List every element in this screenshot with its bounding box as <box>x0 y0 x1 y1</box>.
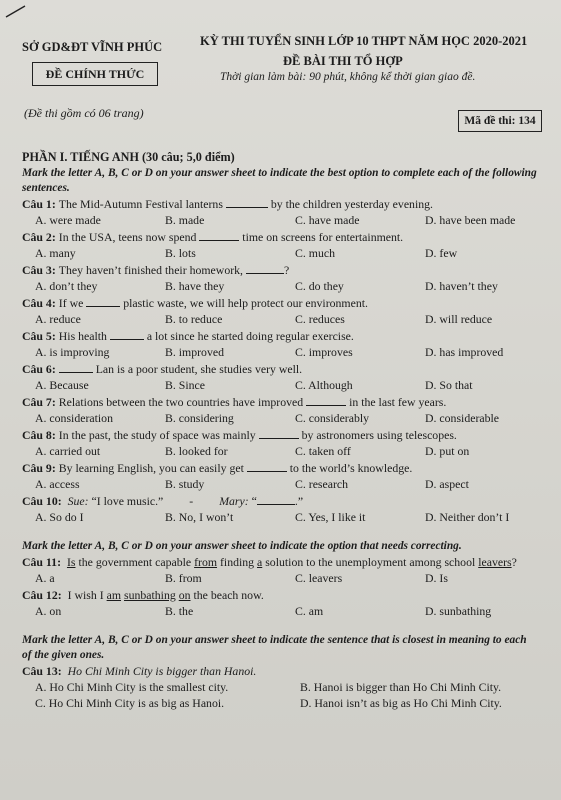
option-d: D. Is <box>425 571 448 586</box>
option-a: A. reduce <box>35 312 81 327</box>
question-2: Câu 2: In the USA, teens now spend time on screens for entertainment. <box>22 230 404 245</box>
instruction-complete: Mark the letter A, B, C or D on your answer sheet to indicate the best option to complete each of the following sentences. <box>22 167 537 194</box>
option-b: B. study <box>165 476 205 491</box>
option-d: D. aspect <box>425 476 469 491</box>
part-title: PHẦN I. TIẾNG ANH (30 câu; 5,0 điểm) <box>22 150 235 164</box>
answer-blank <box>259 428 299 439</box>
question-10-options <box>22 510 537 525</box>
option-a: A. is improving <box>35 345 110 360</box>
option-d: D. have been made <box>425 213 516 228</box>
question-10: Câu 10: Sue: “I love music.” - Mary: “ .” <box>22 493 304 508</box>
option-d: D. haven’t they <box>425 279 498 294</box>
question-list <box>22 197 537 491</box>
answer-blank <box>86 296 120 307</box>
option-d: D. Hanoi isn’t as big as Ho Chi Minh City. <box>300 696 502 711</box>
option-b: B. No, I won’t <box>165 509 234 524</box>
option-b: B. Hanoi is bigger than Ho Chi Minh City. <box>300 680 502 695</box>
option-c: C. reduces <box>295 312 345 327</box>
question-6: Câu 6: Lan is a poor student, she studies very well. <box>22 362 303 377</box>
option-c: C. taken off <box>295 443 351 458</box>
question-13: Câu 13: Ho Chi Minh City is bigger than Hanoi. <box>22 664 257 679</box>
answer-blank <box>247 461 287 472</box>
option-d: D. has improved <box>425 345 504 360</box>
option-c: C. do they <box>295 279 344 294</box>
answer-blank <box>246 263 284 274</box>
question-12: Câu 12: I wish I am sunbathing on the beach now. <box>22 588 264 603</box>
option-a: A. consideration <box>35 411 113 426</box>
option-b: B. looked for <box>165 443 228 458</box>
pen-mark-icon <box>4 4 28 18</box>
option-a: A. Because <box>35 378 89 393</box>
option-b: B. lots <box>165 246 196 261</box>
question-8: Câu 8: In the past, the study of space was mainly by astronomers using telescopes. <box>22 428 457 443</box>
option-d: D. So that <box>425 378 473 393</box>
option-a: A. a <box>35 571 55 586</box>
question-2-options <box>22 246 537 261</box>
question-9: Câu 9: By learning English, you can easily get to the world’s knowledge. <box>22 460 413 475</box>
exam-subtitle: ĐỀ BÀI THI TỔ HỢP <box>283 54 403 68</box>
instruction-closest-meaning: Mark the letter A, B, C or D on your answer sheet to indicate the sentence that is closest in meaning to each of the given ones. <box>22 634 527 661</box>
option-a: A. on <box>35 604 62 619</box>
option-c: C. have made <box>295 213 360 228</box>
question-13-options-row-1 <box>22 680 537 695</box>
exam-title: KỲ THI TUYỂN SINH LỚP 10 THPT NĂM HỌC 2020-2021 <box>200 34 528 48</box>
option-c: C. Although <box>295 378 353 393</box>
option-d: D. few <box>425 246 458 261</box>
answer-blank <box>257 494 295 505</box>
answer-blank <box>306 395 346 406</box>
option-c: C. Yes, I like it <box>295 509 366 524</box>
answer-blank <box>226 197 268 208</box>
question-8-options <box>22 444 537 459</box>
pages-note: (Đề thi gồm có 06 trang) <box>24 106 144 120</box>
exam-header <box>0 0 561 150</box>
option-b: B. the <box>165 604 194 619</box>
question-12-options <box>22 604 537 619</box>
option-c: C. research <box>295 476 349 491</box>
option-c: C. considerably <box>295 411 370 426</box>
question-5: Câu 5: His health a lot since he started doing regular exercise. <box>22 329 354 344</box>
question-11: Câu 11: Is the government capable from finding a solution to the unemployment among school leavers? <box>22 555 517 570</box>
question-1-options <box>22 213 537 228</box>
option-b: B. have they <box>165 279 225 294</box>
option-b: B. made <box>165 213 205 228</box>
question-1: Câu 1: The Mid-Autumn Festival lanterns by the children yesterday evening. <box>22 197 433 212</box>
answer-blank <box>199 230 239 241</box>
exam-content <box>22 150 537 711</box>
question-4: Câu 4: If we plastic waste, we will help protect our environment. <box>22 296 368 311</box>
option-a: A. So do I <box>35 509 84 524</box>
option-d: D. will reduce <box>425 312 493 327</box>
option-a: A. carried out <box>35 443 101 458</box>
option-a: A. don’t they <box>35 279 98 294</box>
option-a: A. were made <box>35 213 101 228</box>
answer-blank <box>110 329 144 340</box>
question-13-options-row-2 <box>22 696 537 711</box>
option-d: D. Neither don’t I <box>425 509 510 524</box>
department-name: SỞ GD&ĐT VĨNH PHÚC <box>22 40 163 54</box>
option-c: C. am <box>295 604 324 619</box>
answer-blank <box>59 362 93 373</box>
time-note: Thời gian làm bài: 90 phút, không kể thời gian giao đề. <box>220 71 476 83</box>
option-c: C. leavers <box>295 571 343 586</box>
option-d: D. put on <box>425 443 470 458</box>
option-b: B. improved <box>165 345 224 360</box>
option-a: A. many <box>35 246 76 261</box>
option-d: D. sunbathing <box>425 604 492 619</box>
option-a: A. access <box>35 476 80 491</box>
question-4-options <box>22 312 537 327</box>
option-b: B. considering <box>165 411 234 426</box>
question-5-options <box>22 345 537 360</box>
option-a: A. Ho Chi Minh City is the smallest city. <box>35 680 229 695</box>
question-7-options <box>22 411 537 426</box>
question-6-options <box>22 378 537 393</box>
option-c: C. Ho Chi Minh City is as big as Hanoi. <box>35 696 225 711</box>
question-9-options <box>22 477 537 492</box>
option-b: B. from <box>165 571 202 586</box>
question-3: Câu 3: They haven’t finished their homework, ? <box>22 263 290 278</box>
question-3-options <box>22 279 537 294</box>
question-7: Câu 7: Relations between the two countries have improved in the last few years. <box>22 395 447 410</box>
question-11-options <box>22 571 537 586</box>
option-c: C. improves <box>295 345 353 360</box>
official-label: ĐỀ CHÍNH THỨC <box>32 62 158 86</box>
option-c: C. much <box>295 246 335 261</box>
exam-code: Mã đề thi: 134 <box>458 110 542 132</box>
instruction-correcting: Mark the letter A, B, C or D on your answer sheet to indicate the option that needs correcting. <box>22 539 462 552</box>
option-d: D. considerable <box>425 411 500 426</box>
option-b: B. Since <box>165 378 205 393</box>
option-b: B. to reduce <box>165 312 223 327</box>
